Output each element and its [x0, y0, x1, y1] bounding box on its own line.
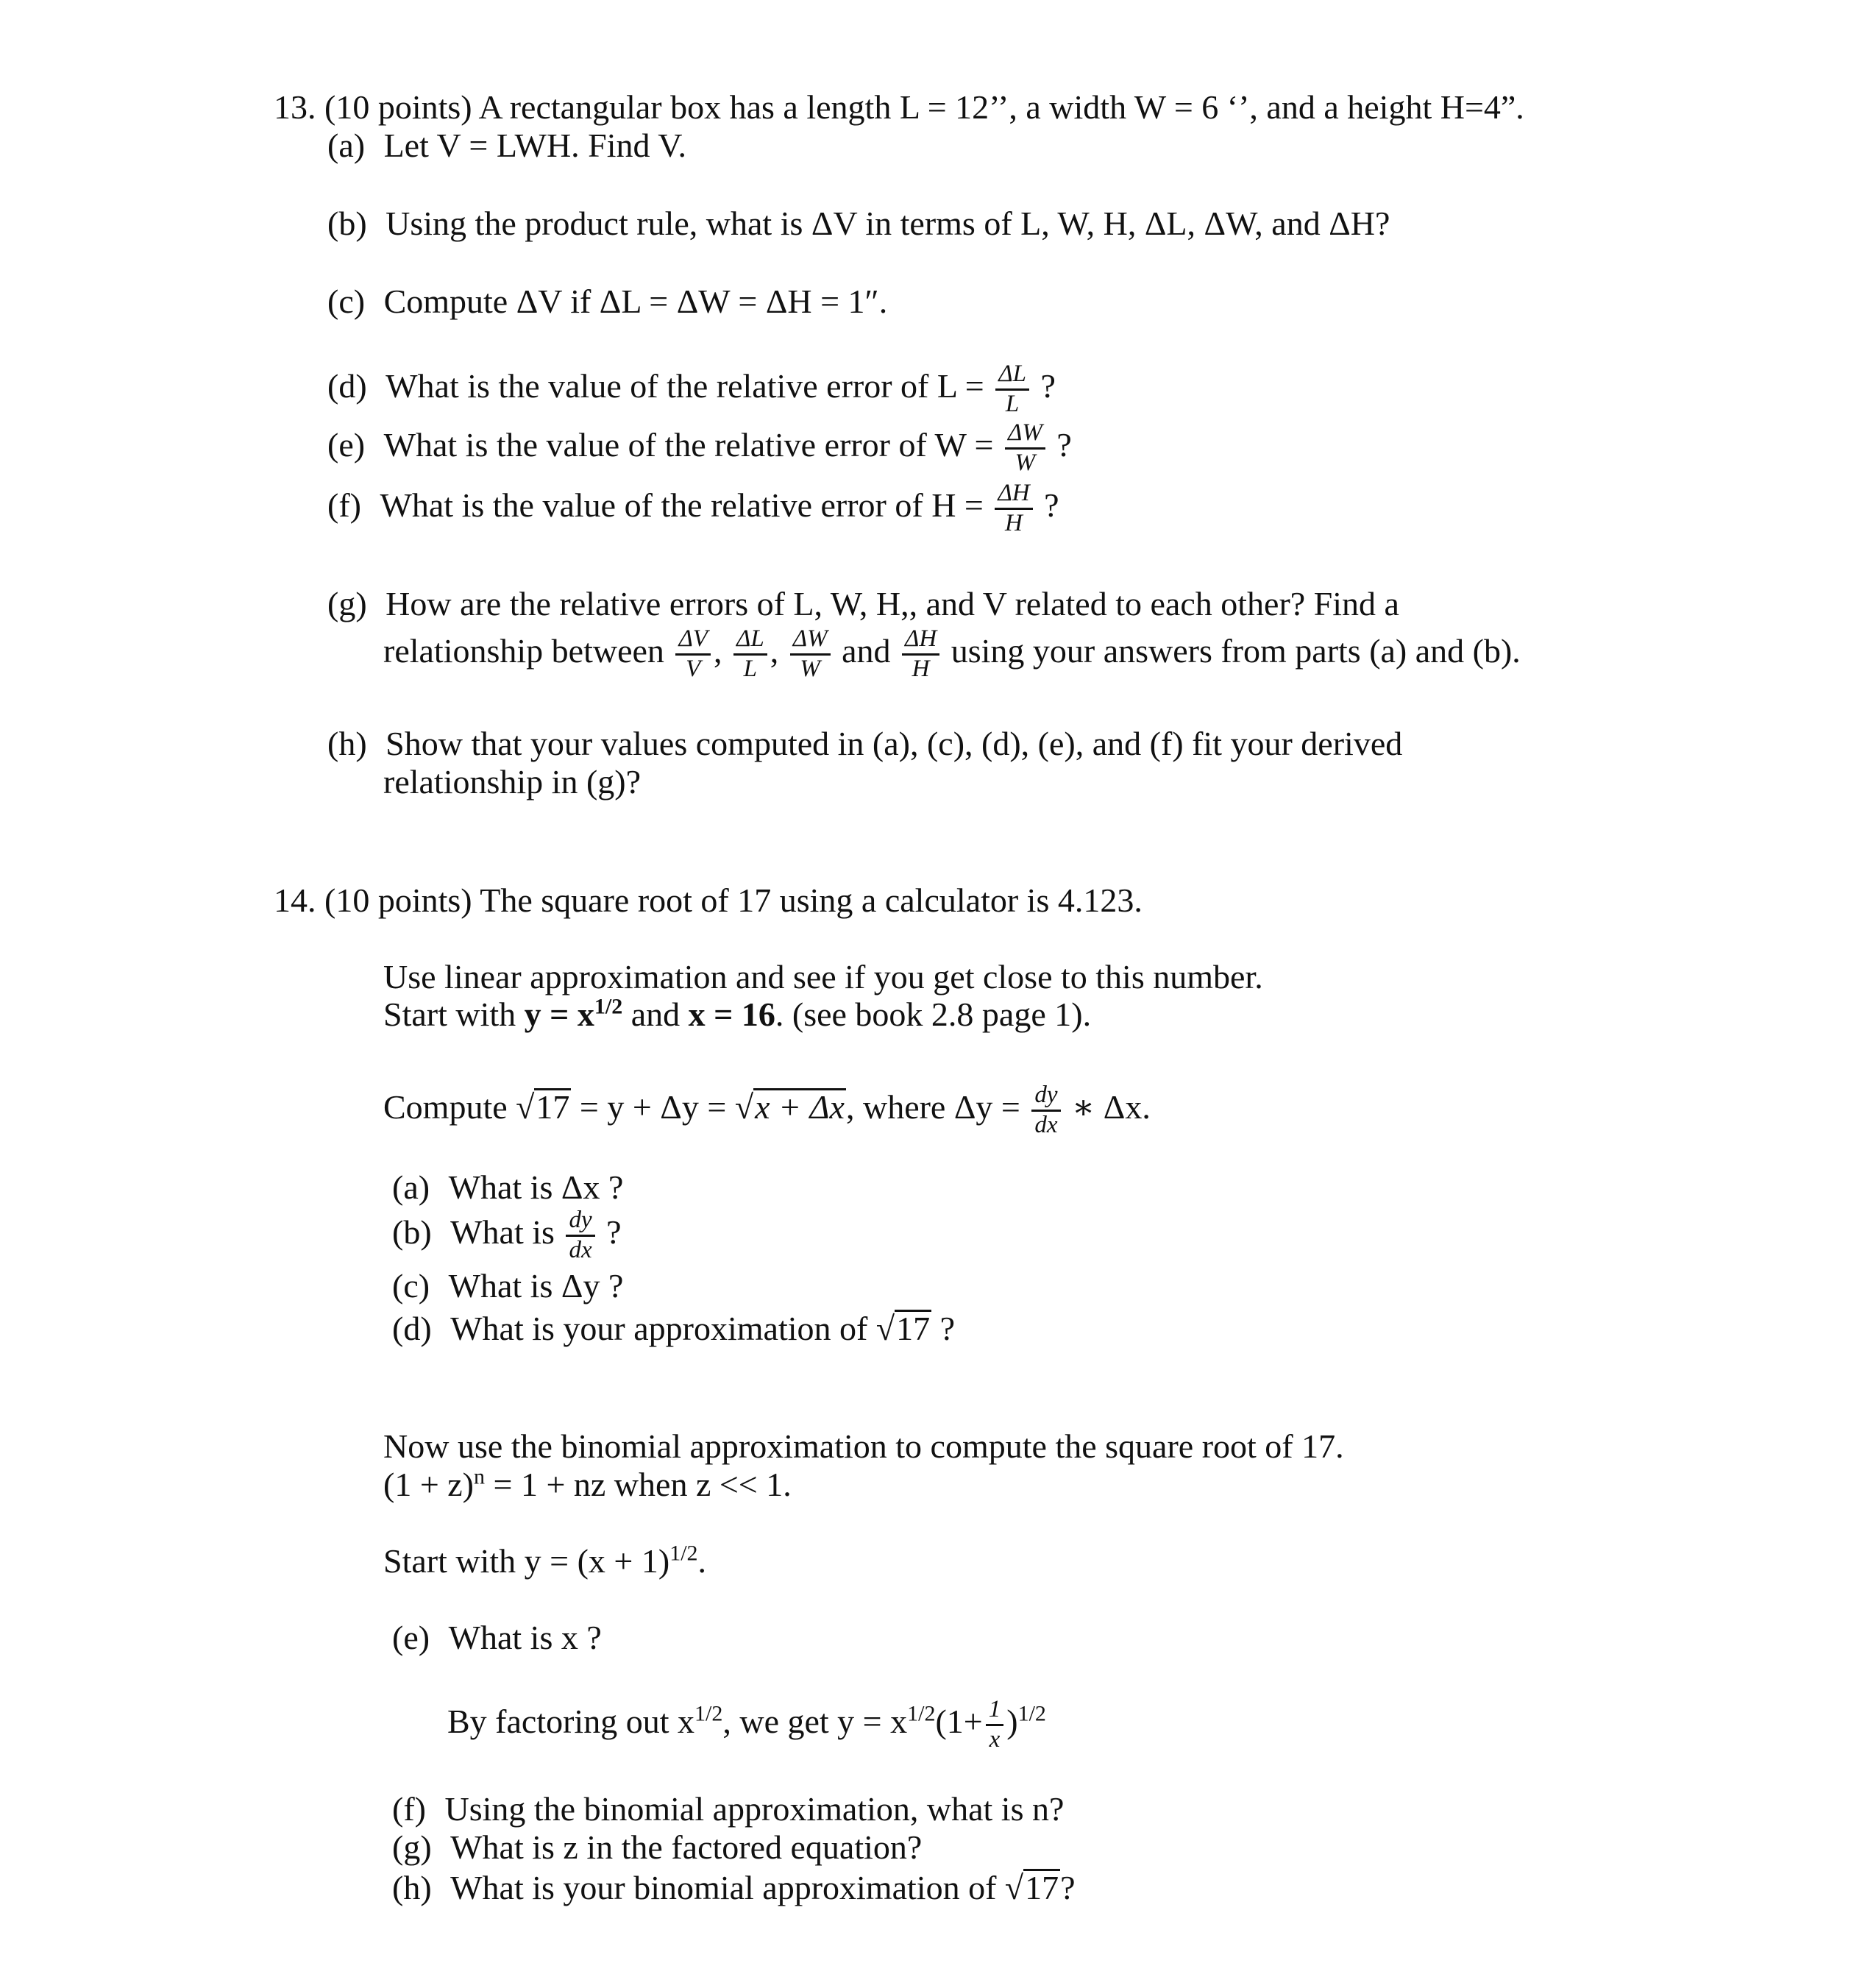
part-label: (g) — [327, 585, 367, 622]
fraction-dw-over-w — [1005, 419, 1045, 478]
q13-number: 13. — [274, 88, 316, 126]
fraction-dy-over-dx — [566, 1207, 594, 1265]
q14-factoring-line — [447, 1696, 1046, 1754]
q14-part-f — [392, 1790, 1064, 1829]
part-text: Let V = LWH. Find V. — [383, 127, 687, 164]
part-label: (h) — [327, 725, 367, 762]
q13-part-g-line1 — [327, 585, 1399, 624]
radicand: 17 — [1025, 1869, 1059, 1906]
exponent: 1/2 — [594, 994, 623, 1019]
frac-num: ΔW — [790, 625, 831, 656]
q14-part-h — [392, 1869, 1076, 1908]
part-text: What is x ? — [448, 1619, 602, 1656]
part-label: (d) — [327, 367, 367, 405]
frac-den: H — [1005, 509, 1023, 536]
part-text: Using the product rule, what is ΔV in terms of L, W, H, ΔL, ΔW, and ΔH? — [385, 205, 1390, 242]
part-label: (a) — [392, 1168, 430, 1206]
q13-part-a — [327, 127, 686, 166]
sqrt-17: √17 — [875, 1310, 931, 1347]
part-label: (c) — [392, 1267, 430, 1305]
exponent: 1/2 — [669, 1541, 698, 1566]
exponent: 1/2 — [1017, 1701, 1046, 1726]
bold-text: x = 16 — [688, 995, 775, 1033]
frac-den: H — [912, 655, 930, 682]
q14-part-d — [392, 1310, 955, 1349]
fraction-dy-over-dx — [1031, 1082, 1060, 1140]
frac-den: L — [743, 655, 758, 682]
text: = 1 + nz when z << 1. — [493, 1466, 792, 1503]
frac-num: ΔL — [995, 361, 1029, 391]
frac-den: x — [989, 1725, 1001, 1753]
text: Compute — [383, 1088, 508, 1126]
part-label: (a) — [327, 127, 366, 164]
sqrt-17: √17 — [516, 1088, 570, 1126]
frac-den: dx — [569, 1236, 592, 1263]
q14-part-e — [392, 1619, 602, 1658]
frac-den: V — [686, 655, 701, 682]
frac-num: dy — [566, 1207, 594, 1237]
q14-instruction-2 — [383, 995, 1091, 1034]
comma: , — [713, 632, 722, 670]
q13-header — [274, 88, 1524, 127]
question-mark: ? — [939, 1310, 956, 1347]
part-text: What is Δy ? — [448, 1267, 624, 1305]
text: , we get y = x — [722, 1703, 908, 1740]
q14-part-b — [392, 1207, 622, 1265]
fraction-dl-over-l — [733, 625, 767, 684]
part-text: What is the value of the relative error of L = — [385, 367, 984, 405]
part-text: Show that your values computed in (a), (c), (d), (e), and (f) fit your derived — [385, 725, 1403, 762]
sqrt-17: √17 — [1004, 1869, 1059, 1906]
q13-part-d — [327, 361, 1056, 419]
question-mark: ? — [1044, 486, 1059, 524]
question-mark: ? — [606, 1213, 622, 1251]
part-text: What is your binomial approximation of — [450, 1869, 997, 1906]
part-text: relationship between — [383, 632, 664, 670]
part-text: What is the value of the relative error of W = — [383, 426, 994, 464]
frac-den: W — [800, 655, 820, 682]
part-text: using your answers from parts (a) and (b). — [951, 632, 1521, 670]
text: Start with — [383, 995, 516, 1033]
fraction-dh-over-h — [902, 625, 939, 684]
q14-compute-equation — [383, 1082, 1151, 1140]
text: By factoring out x — [447, 1703, 694, 1740]
q14-part-g — [392, 1828, 922, 1867]
frac-den: W — [1015, 449, 1036, 476]
q13-part-g-line2 — [383, 625, 1521, 684]
q14-instruction-1 — [383, 958, 1263, 997]
part-text: How are the relative errors of L, W, H,, and V related to each other? Find a — [385, 585, 1399, 622]
frac-den: dx — [1034, 1111, 1058, 1138]
text: ∗ Δx. — [1072, 1088, 1151, 1126]
fraction-dh-over-h — [995, 480, 1032, 538]
exponent: n — [474, 1464, 485, 1489]
part-text: Using the binomial approximation, what is n? — [444, 1790, 1065, 1828]
part-label: (f) — [327, 486, 361, 524]
fraction-one-over-x — [986, 1696, 1004, 1754]
q13-part-h-line1 — [327, 725, 1402, 764]
part-text: What is Δx ? — [448, 1168, 624, 1206]
frac-num: ΔH — [902, 625, 939, 656]
q14-number: 14. — [274, 881, 316, 919]
part-text: What is your approximation of — [450, 1310, 868, 1347]
frac-den: L — [1005, 390, 1020, 417]
text: (1 + z) — [383, 1466, 474, 1503]
part-label: (c) — [327, 283, 366, 320]
part-text: relationship in (g)? — [383, 763, 642, 801]
part-text: What is the value of the relative error of H = — [380, 486, 984, 524]
text: (1+ — [935, 1703, 983, 1740]
q13-part-e — [327, 419, 1072, 478]
q13-part-b — [327, 205, 1390, 244]
part-label: (g) — [392, 1828, 432, 1866]
fraction-dv-over-v — [675, 625, 711, 684]
frac-num: ΔW — [1005, 419, 1045, 450]
part-label: (e) — [392, 1619, 430, 1656]
text: Start with y = (x + 1) — [383, 1542, 670, 1580]
fraction-dw-over-w — [790, 625, 831, 684]
q14-part-a — [392, 1168, 623, 1207]
radicand: x + Δx — [755, 1088, 845, 1126]
frac-num: dy — [1031, 1082, 1060, 1112]
part-label: (h) — [392, 1869, 432, 1906]
q13-part-f — [327, 480, 1059, 538]
q13-part-c — [327, 283, 887, 322]
text: Use linear approximation and see if you get close to this number. — [383, 958, 1263, 995]
exponent: 1/2 — [907, 1701, 936, 1726]
part-label: (b) — [327, 205, 367, 242]
part-label: (d) — [392, 1310, 432, 1347]
q13-intro: (10 points) A rectangular box has a length L = 12’’, a width W = 6 ‘’, and a height H=4”. — [324, 88, 1524, 126]
radicand: 17 — [536, 1088, 570, 1126]
sqrt-x-plus-dx: √x + Δx — [734, 1088, 845, 1126]
q14-part-c — [392, 1267, 623, 1306]
part-label: (e) — [327, 426, 366, 464]
frac-num: 1 — [986, 1696, 1004, 1726]
text: Now use the binomial approximation to compute the square root of 17. — [383, 1427, 1344, 1465]
bold-text: y = x — [524, 995, 594, 1033]
fraction-dl-over-l — [995, 361, 1029, 419]
q14-header — [274, 881, 1143, 920]
part-text: What is — [450, 1213, 555, 1251]
part-label: (f) — [392, 1790, 426, 1828]
q14-binomial-intro — [383, 1427, 1344, 1466]
text: ) — [1006, 1703, 1018, 1740]
frac-num: ΔV — [675, 625, 711, 656]
frac-num: ΔH — [995, 480, 1032, 510]
question-mark: ? — [1056, 426, 1072, 464]
q14-start-with — [383, 1542, 706, 1581]
part-text: What is z in the factored equation? — [450, 1828, 923, 1866]
radicand: 17 — [896, 1310, 931, 1347]
q14-binomial-formula — [383, 1466, 792, 1505]
q14-intro: (10 points) The square root of 17 using a calculator is 4.123. — [324, 881, 1143, 919]
q13-part-h-line2 — [383, 763, 641, 802]
frac-num: ΔL — [733, 625, 767, 656]
text: . — [697, 1542, 707, 1580]
question-mark: ? — [1040, 367, 1056, 405]
part-text: Compute ΔV if ΔL = ΔW = ΔH = 1″. — [383, 283, 888, 320]
part-text: and — [842, 632, 891, 670]
part-label: (b) — [392, 1213, 432, 1251]
text: and — [630, 995, 681, 1033]
text: = y + Δy = — [579, 1088, 727, 1126]
text: . (see book 2.8 page 1). — [775, 995, 1092, 1033]
text: , where Δy = — [845, 1088, 1020, 1126]
exponent: 1/2 — [694, 1701, 723, 1726]
comma: , — [770, 632, 779, 670]
question-mark: ? — [1060, 1869, 1076, 1906]
